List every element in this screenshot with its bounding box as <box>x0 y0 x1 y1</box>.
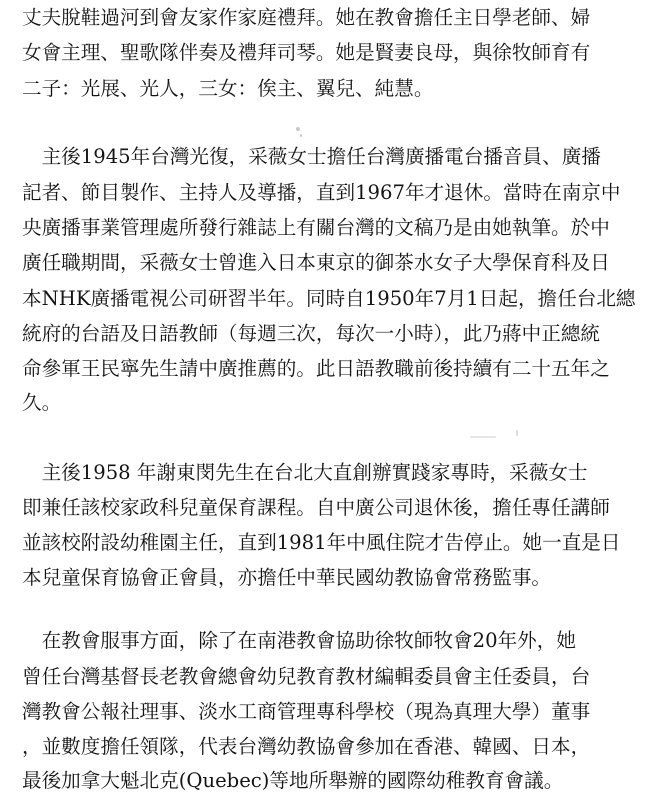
paragraph-2-line-3: 央廣播事業管理處所發行雜誌上有關台灣的文稿乃是由她執筆。於中 <box>22 216 610 239</box>
paragraph-2-line-1: 主後1945年台灣光復，采薇女士擔任台灣廣播電台播音員、廣播 <box>22 145 601 168</box>
paragraph-2-line-6: 統府的台語及日語教師（每週三次，每次一小時），此乃蔣中正總統 <box>22 322 601 345</box>
paragraph-3-line-3: 並該校附設幼稚園主任，直到1981年中風住院才告停止。她一直是日 <box>22 531 621 554</box>
paragraph-4-line-1: 在教會服事方面，除了在南港教會協助徐牧師牧會20年外，她 <box>22 629 576 652</box>
paragraph-3-line-1: 主後1958 年謝東閔先生在台北大直創辦實踐家專時，采薇女士 <box>22 461 588 484</box>
paragraph-4-line-3: 灣教會公報社理事、淡水工商管理專科學校（現為真理大學）董事 <box>22 700 591 723</box>
paragraph-3-line-4: 本兒童保育協會正會員，亦擔任中華民國幼教協會常務監事。 <box>22 566 552 589</box>
scan-speck <box>300 134 302 137</box>
paragraph-1-line-2: 女會主理、聖歌隊伴奏及禮拜司琴。她是賢妻良母，與徐牧師育有 <box>22 41 591 64</box>
paragraph-4-line-2: 曾任台灣基督長老教會總會幼兒教育教材編輯委員會主任委員，台 <box>22 665 591 688</box>
paragraph-1-line-3: 二子：光展、光人，三女：俟主、翼兒、純慧。 <box>22 77 434 100</box>
paragraph-3-line-2: 即兼任該校家政科兒童保育課程。自中廣公司退休後，擔任專任講師 <box>22 496 610 519</box>
paragraph-2-line-7: 命參軍王民寧先生請中廣推薦的。此日語教職前後持續有二十五年之 <box>22 357 610 380</box>
scan-speck <box>296 127 300 131</box>
paragraph-4-line-4: ，並數度擔任領隊，代表台灣幼教協會參加在香港、韓國、日本， <box>22 735 591 758</box>
paragraph-1-line-1: 丈夫脫鞋過河到會友家作家庭禮拜。她在教會擔任主日學老師、婦 <box>22 6 591 29</box>
paragraph-2-line-2: 記者、節目製作、主持人及導播，直到1967年才退休。當時在南京中 <box>22 181 621 204</box>
paragraph-4-line-5: 最後加拿大魁北克(Quebec)等地所舉辦的國際幼稚教育會議。 <box>22 769 564 792</box>
paragraph-2-line-4: 廣任職期間，采薇女士曾進入日本東京的御茶水女子大學保育科及日 <box>22 251 610 274</box>
scan-speck <box>516 430 518 436</box>
paragraph-2-line-5: 本NHK廣播電視公司研習半年。同時自1950年7月1日起，擔任台北總 <box>22 287 636 310</box>
paragraph-2-line-8: 久。 <box>22 391 62 414</box>
scan-speck <box>470 436 496 438</box>
